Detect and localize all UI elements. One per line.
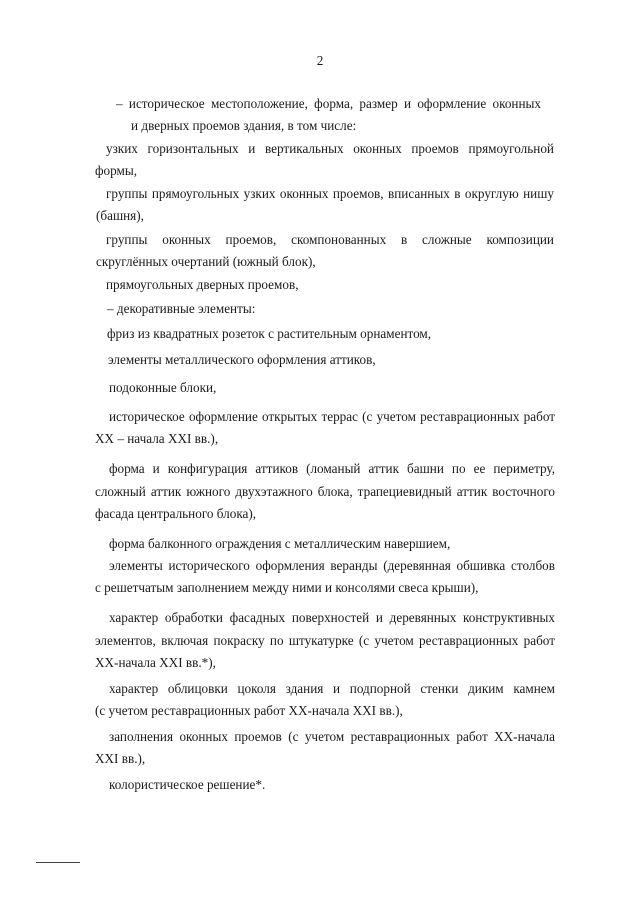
text-line: – историческое местоположение, форма, размер и оформление оконных — [116, 96, 541, 111]
text-line: подоконные блоки, — [109, 380, 217, 395]
text-line: и дверных проемов здания, в том числе: — [131, 118, 357, 133]
text-line: характер обработки фасадных поверхностей и деревянных конструктивных — [109, 610, 555, 625]
text-line: формы, — [95, 163, 138, 178]
text-line: форма и конфигурация аттиков (ломаный аттик башни по ее периметру, — [109, 461, 555, 476]
text-line: колористическое решение*. — [109, 777, 266, 792]
page-number: 2 — [316, 53, 324, 68]
text-line: элементы металлического оформления аттиков, — [108, 352, 376, 367]
text-line: историческое оформление открытых террас (с учетом реставрационных работ — [109, 409, 555, 424]
text-line: группы оконных проемов, скомпонованных в сложные композиции — [106, 232, 554, 247]
text-line: скруглённых очертаний (южный блок), — [96, 254, 316, 269]
text-line: (с учетом реставрационных работ XX-начала XXI вв.), — [95, 703, 403, 718]
text-line: форма балконного ограждения с металлическим навершием, — [109, 536, 451, 551]
text-line: XX-начала XXI вв.*), — [95, 655, 216, 670]
text-line: XXI вв.), — [95, 751, 146, 766]
text-line: фасада центрального блока), — [95, 506, 257, 521]
text-line: узких горизонтальных и вертикальных оконных проемов прямоугольной — [106, 141, 554, 156]
text-line: фриз из квадратных розеток с растительным орнаментом, — [107, 326, 432, 341]
text-line: – декоративные элементы: — [107, 301, 256, 316]
footnote-separator — [36, 862, 80, 863]
text-line: характер облицовки цоколя здания и подпорной стенки диким камнем — [109, 681, 555, 696]
text-line: прямоугольных дверных проемов, — [106, 277, 299, 292]
text-line: элементы исторического оформления веранды (деревянная обшивка столбов — [109, 558, 555, 573]
text-line: группы прямоугольных узких оконных проемов, вписанных в округлую нишу — [106, 186, 554, 201]
text-line: заполнения оконных проемов (с учетом реставрационных работ XX-начала — [109, 729, 555, 744]
text-line: XX – начала XXI вв.), — [95, 431, 219, 446]
text-line: элементов, включая покраску по штукатурке (с учетом реставрационных работ — [95, 633, 555, 648]
text-line: сложный аттик южного двухэтажного блока, трапециевидный аттик восточного — [95, 484, 555, 499]
text-line: (башня), — [96, 208, 144, 223]
text-line: с решетчатым заполнением между ними и консолями свеса крыши), — [95, 580, 479, 595]
